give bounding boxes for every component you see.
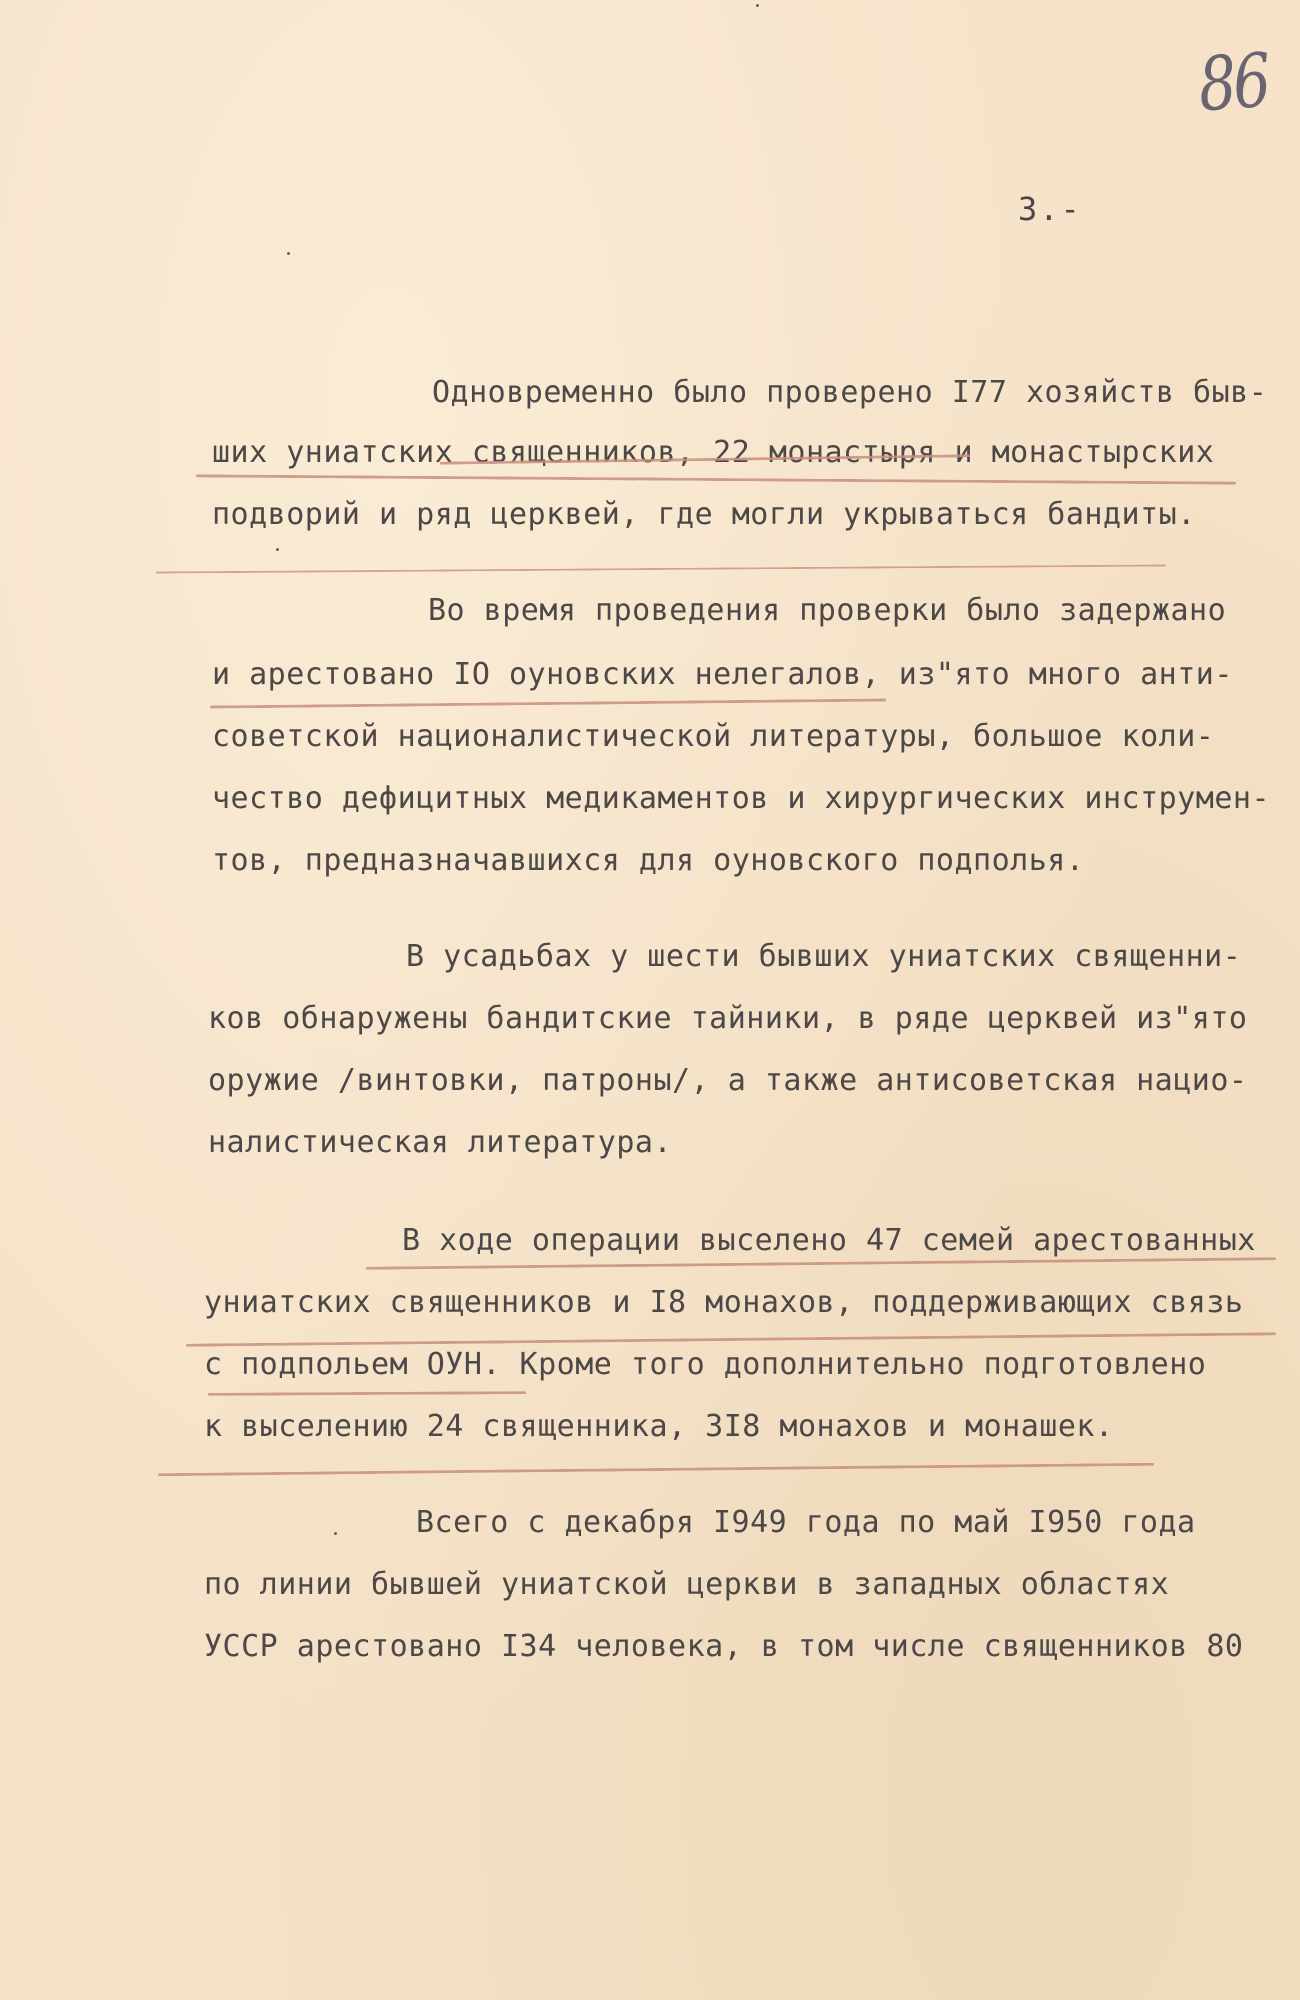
pencil-underline bbox=[186, 1332, 1276, 1346]
text-line: В ходе операции выселено 47 семей арестованных bbox=[402, 1223, 1256, 1258]
text-line: Всего с декабря I949 года по май I950 года bbox=[416, 1505, 1196, 1540]
stray-mark bbox=[276, 548, 279, 551]
text-line: советской националистической литературы, большое коли- bbox=[212, 719, 1215, 754]
text-line: униатских священников и I8 монахов, поддерживающих связь bbox=[204, 1285, 1244, 1320]
text-line: подворий и ряд церквей, где могли укрываться бандиты. bbox=[212, 497, 1196, 532]
pencil-underline bbox=[366, 1257, 1276, 1270]
stray-mark bbox=[334, 1532, 337, 1535]
text-line: ков обнаружены бандитские тайники, в ряде церквей из"ято bbox=[208, 1001, 1248, 1036]
text-line: чество дефицитных медикаментов и хирургических инструмен- bbox=[212, 781, 1271, 816]
stray-mark bbox=[287, 252, 290, 255]
text-line: оружие /винтовки, патроны/, а также антисоветская нацио- bbox=[208, 1063, 1248, 1098]
text-line: Во время проведения проверки было задержано bbox=[428, 593, 1227, 628]
text-line: УССР арестовано I34 человека, в том числе священников 80 bbox=[204, 1629, 1244, 1664]
text-line: по линии бывшей униатской церкви в западных областях bbox=[204, 1567, 1170, 1602]
pencil-underline bbox=[158, 1463, 1154, 1476]
page-number: 3.- bbox=[1018, 190, 1082, 228]
text-line: ших униатских священников, 22 монастыря и монастырских bbox=[212, 435, 1215, 470]
text-line: и арестовано IO оуновских нелегалов, из"ято много анти- bbox=[212, 657, 1233, 692]
text-line: налистическая литература. bbox=[208, 1125, 673, 1160]
pencil-underline bbox=[210, 698, 886, 708]
text-line: с подпольем ОУН. Кроме того дополнительно подготовлено bbox=[204, 1347, 1207, 1382]
pencil-underline bbox=[208, 1391, 526, 1396]
text-line: В усадьбах у шести бывших униатских священни- bbox=[406, 939, 1242, 974]
pencil-underline bbox=[196, 474, 1236, 484]
handwritten-folio-number: 86 bbox=[1195, 37, 1271, 129]
text-line: тов, предназначавшихся для оуновского подполья. bbox=[212, 843, 1085, 878]
pencil-underline bbox=[156, 564, 1166, 573]
text-line: к выселению 24 священника, 3I8 монахов и монашек. bbox=[204, 1409, 1114, 1444]
text-line: Одновременно было проверено I77 хозяйств быв- bbox=[432, 375, 1268, 410]
stray-mark bbox=[756, 4, 759, 7]
